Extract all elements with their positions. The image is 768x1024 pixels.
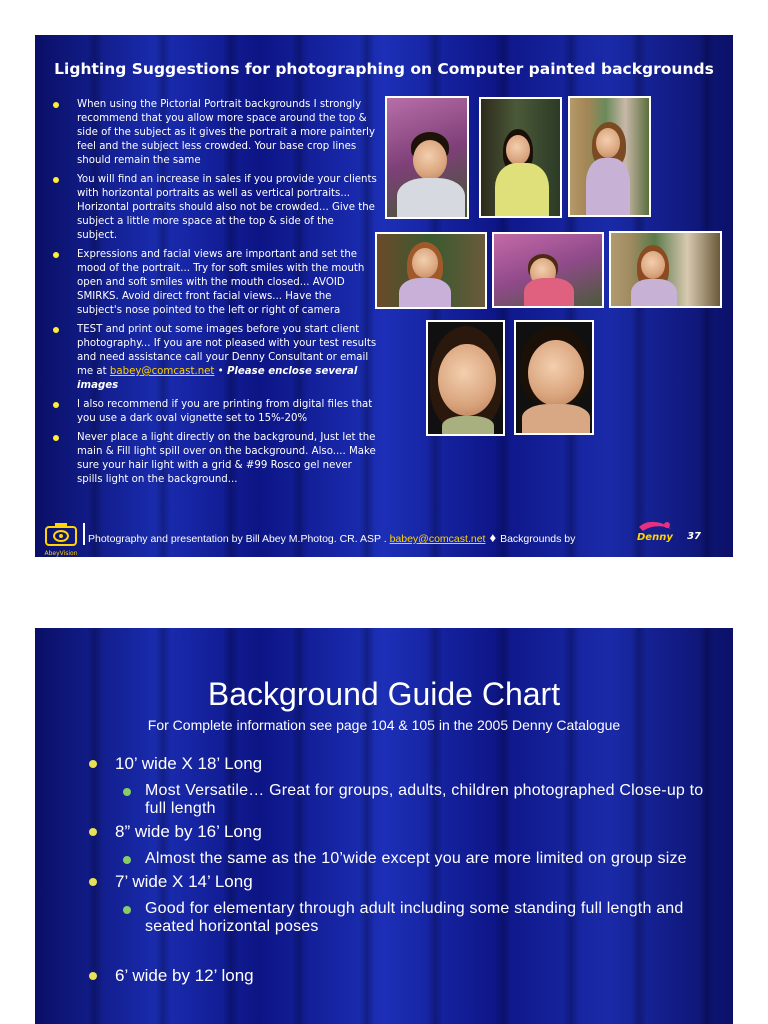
list-item [85, 822, 705, 868]
denny-logo [633, 519, 677, 549]
footer-divider [83, 523, 85, 545]
portrait-closeup-2 [514, 320, 594, 435]
tip-text: TEST and print out some images before you start client photography... If you are not pleased with your test results and need assistance call your Denny Consultant or email me at [77, 324, 377, 377]
tip-text: I also recommend if you are printing from digital files that you use a dark oval vignette set to 15%-20% [77, 399, 373, 424]
backgrounds-by-text: Backgrounds by [500, 533, 576, 545]
size-label: 10’ wide X 18’ Long [115, 754, 263, 773]
page-number: 37 [687, 531, 701, 542]
background-size-list [85, 754, 705, 990]
bullet-icon [53, 327, 59, 333]
slide2-title: Background Guide Chart [207, 676, 561, 712]
list-item [51, 323, 377, 393]
sub-list [115, 782, 705, 818]
lighting-tips-list [51, 98, 377, 492]
size-description: Most Versatile… Great for groups, adults, children photographed Close-up to full length [145, 782, 704, 817]
bullet-icon [89, 828, 97, 836]
portrait-photo-boy [385, 96, 469, 219]
portrait-photo-girl-horizontal-2 [492, 232, 604, 308]
size-description: Almost the same as the 10’wide except you are more limited on group size [145, 850, 687, 867]
portrait-closeup-1 [426, 320, 505, 436]
portrait-photo-girl-waterfall [568, 96, 651, 217]
denny-logo-text: Denny [637, 532, 673, 543]
footer-credits [88, 530, 575, 545]
portrait-photo-girl-horizontal-1 [375, 232, 487, 309]
separator-dot: • [214, 366, 227, 377]
sub-list [115, 850, 705, 868]
list-item [51, 431, 377, 487]
sub-list-item [115, 850, 705, 868]
tip-emphasis: Please enclose several images [77, 366, 358, 391]
bullet-icon [123, 788, 131, 796]
list-item [85, 966, 705, 986]
slide-background-guide-chart [35, 628, 733, 1024]
tip-text: Expressions and facial views are important and set the mood of the portrait... Try for soft smiles with the mouth open and soft smiles with the mouth closed... AVOID SMIRKS. Avoid direct front facial views... Have the subject's nose pointed to the left or right of camera [77, 249, 365, 316]
bullet-icon [53, 102, 59, 108]
bullet-icon [53, 435, 59, 441]
bullet-icon [89, 972, 97, 980]
list-spacer [85, 940, 705, 966]
camera-icon [43, 519, 79, 549]
diamond-icon: ♦ [489, 530, 497, 545]
footer-email-link[interactable]: babey@comcast.net [389, 533, 486, 545]
bullet-icon [123, 856, 131, 864]
size-label: 6’ wide by 12’ long [115, 966, 254, 985]
bullet-icon [89, 760, 97, 768]
list-item [51, 398, 377, 426]
bullet-icon [53, 402, 59, 408]
credits-text: Photography and presentation by Bill Abey M.Photog. CR. ASP . [88, 533, 390, 545]
slide-lighting-suggestions [35, 35, 733, 557]
size-label: 8” wide by 16’ Long [115, 822, 262, 841]
abeyvision-logo [43, 519, 79, 555]
tip-text: When using the Pictorial Portrait backgrounds I strongly recommend that you allow more space around the top & side of the subject as it gives the portrait a more painterly feel and the subject less crowded. Your base crop lines should remain the same [77, 99, 376, 166]
list-item [85, 754, 705, 818]
slide2-subtitle: For Complete information see page 104 & 105 in the 2005 Denny Catalogue [147, 717, 621, 733]
tip-text: Never place a light directly on the background, Just let the main & Fill light spill over on the background. Also.... Make sure your hair light with a grid & #99 Rosco gel never spills light on the background... [77, 432, 376, 485]
size-description: Good for elementary through adult including some standing full length and seated horizontal poses [145, 900, 684, 935]
list-item [51, 248, 377, 318]
email-link[interactable]: babey@comcast.net [109, 366, 215, 377]
bullet-icon [89, 878, 97, 886]
bullet-icon [53, 252, 59, 258]
sub-list-item [115, 900, 705, 936]
tip-text: You will find an increase in sales if you provide your clients with horizontal portraits as well as vertical portraits... Horizontal portraits should also not be crowded... Give the subject a little more space at the top & side of the subject. [77, 174, 377, 241]
logo-text: AbeyVision [44, 550, 78, 557]
portrait-photo-girl-horizontal-3 [609, 231, 722, 308]
size-label: 7’ wide X 14’ Long [115, 872, 253, 891]
list-item [51, 173, 377, 243]
list-item [85, 872, 705, 936]
portrait-photo-girl-yellow [479, 97, 562, 218]
sub-list [115, 900, 705, 936]
sub-list-item [115, 782, 705, 818]
list-item [51, 98, 377, 168]
bullet-icon [53, 177, 59, 183]
bullet-icon [123, 906, 131, 914]
slide1-title: Lighting Suggestions for photographing on Computer painted backgrounds [54, 60, 714, 78]
